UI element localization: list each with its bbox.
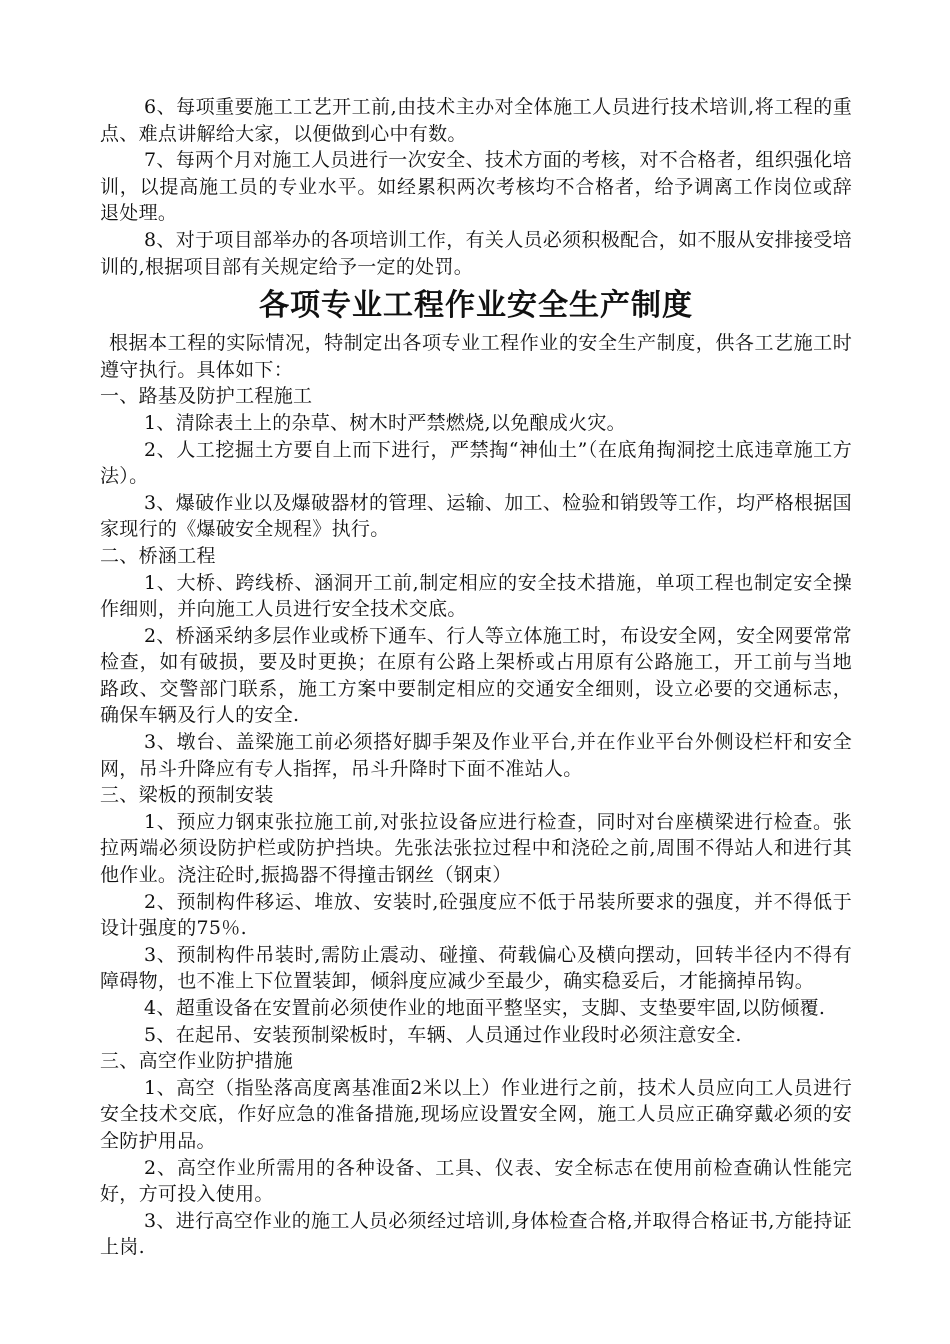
beam-item-4: 4、超重设备在安置前必须使作业的地面平整坚实，支脚、支垫要牢固,以防倾覆.	[144, 997, 826, 1019]
height-work-item-1: 1、高空（指坠落高度离基准面2米以上）作业进行之前，技术人员应向工人员进行安全技术交底，作好应急的准备措施,现场应设置安全网，施工人员应正确穿戴必须的安全防护用品。	[100, 1076, 852, 1152]
beam-item-2: 2、预制构件移运、堆放、安装时,砼强度应不低于吊装所要求的强度，并不得低于设计强度的75％.	[100, 890, 852, 940]
document-title: 各项专业工程作业安全生产制度	[259, 288, 693, 324]
paragraph-training-8: 8、对于项目部举办的各项培训工作，有关人员必须积极配合，如不服从安排接受培训的,根据项目部有关规定给予一定的处罚。	[100, 228, 852, 278]
beam-item-3: 3、预制构件吊装时,需防止震动、碰撞、荷载偏心及横向摆动，回转半径内不得有障碍物，也不准上下位置装卸，倾斜度应减少至最少，确实稳妥后，才能摘掉吊钩。	[100, 943, 852, 993]
section-heading-beam: 三、梁板的预制安装	[100, 784, 274, 807]
section-heading-bridge: 二、桥涵工程	[100, 544, 216, 567]
bridge-item-2: 2、桥涵采纳多层作业或桥下通车、行人等立体施工时，布设安全网，安全网要常常检查，如有破损，要及时更换；在原有公路上架桥或占用原有公路施工，开工前与当地路政、交警部门联系，施工方案中要制定相应的交通安全细则，设立必要的交通标志，确保车辆及行人的安全.	[100, 624, 852, 727]
bridge-item-1: 1、大桥、跨线桥、涵洞开工前,制定相应的安全技术措施，单项工程也制定安全操作细则，并向施工人员进行安全技术交底。	[100, 571, 852, 621]
paragraph-training-6: 6、每项重要施工工艺开工前,由技术主办对全体施工人员进行技术培训,将工程的重点、难点讲解给大家，以便做到心中有数。	[100, 96, 852, 145]
height-work-item-2: 2、高空作业所需用的各种设备、工具、仪表、安全标志在使用前检查确认性能完好，方可投入使用。	[100, 1156, 852, 1206]
bridge-item-3: 3、墩台、盖梁施工前必须搭好脚手架及作业平台,并在作业平台外侧设栏杆和安全网，吊斗升降应有专人指挥，吊斗升降时下面不准站人。	[100, 731, 852, 780]
paragraph-training-7: 7、每两个月对施工人员进行一次安全、技术方面的考核，对不合格者，组织强化培训，以提高施工员的专业水平。如经累积两次考核均不合格者，给予调离工作岗位或辞退处理。	[100, 149, 852, 225]
height-work-item-3: 3、进行高空作业的施工人员必须经过培训,身体检查合格,并取得合格证书,方能持证上岗.	[100, 1209, 852, 1259]
roadbed-item-2: 2、人工挖掘土方要自上而下进行，严禁掏“神仙土”（在底角掏洞挖土底违章施工方法）。	[100, 438, 852, 488]
roadbed-item-3: 3、爆破作业以及爆破器材的管理、运输、加工、检验和销毁等工作，均严格根据国家现行的《爆破安全规程》执行。	[100, 491, 852, 541]
intro-paragraph: 根据本工程的实际情况，特制定出各项专业工程作业的安全生产制度，供各工艺施工时遵守执行。具体如下：	[100, 332, 852, 381]
section-heading-roadbed: 一、路基及防护工程施工	[100, 385, 313, 408]
roadbed-item-1: 1、清除表土上的杂草、树木时严禁燃烧,以免酿成火灾。	[144, 411, 626, 434]
section-heading-height-work: 三、高空作业防护措施	[100, 1050, 294, 1073]
beam-item-5: 5、在起吊、安装预制梁板时，车辆、人员通过作业段时必须注意安全.	[144, 1023, 742, 1046]
document-page	[100, 94, 852, 1261]
beam-item-1: 1、预应力钢束张拉施工前,对张拉设备应进行检查，同时对台座横梁进行检查。张拉两端必须设防护栏或防护挡块。先张法张拉过程中和浇砼之前,周围不得站人和进行其他作业。浇注砼时,振捣器不得撞击钢丝（钢束）	[100, 810, 852, 887]
